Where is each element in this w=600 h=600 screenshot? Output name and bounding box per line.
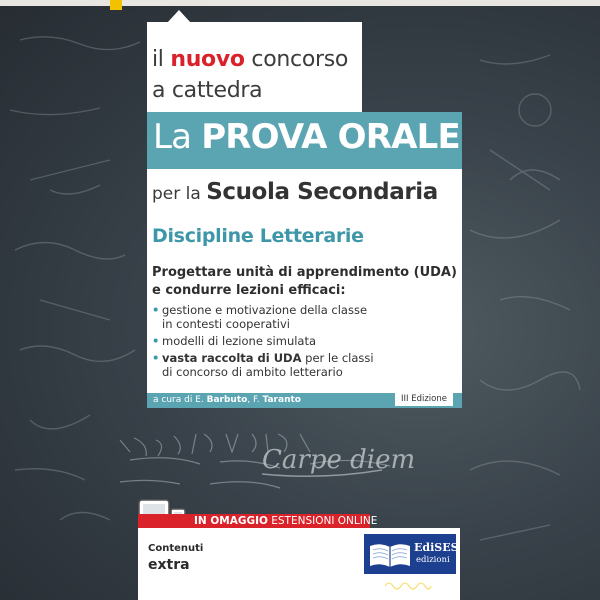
feature-list [152, 303, 457, 382]
extra-content-title: extra [148, 557, 190, 573]
series-prefix: il [152, 47, 171, 72]
authors-prefix: a cura di E. [153, 395, 207, 405]
author-1: Barbuto [206, 395, 248, 405]
publisher-logo [364, 534, 459, 574]
title-prefix: La [153, 117, 202, 157]
book-subtitle [152, 181, 438, 204]
promo-rest: ESTENSIONI ONLINE [267, 515, 378, 527]
top-strip [0, 0, 600, 6]
promo-label [194, 514, 377, 528]
bullet-icon: • [152, 351, 160, 365]
open-book-icon [368, 540, 412, 570]
series-name-line1 [152, 49, 348, 71]
feature-3-highlight: vasta raccolta di UDA [162, 351, 302, 365]
subtitle-prefix: per la [152, 184, 207, 204]
publisher-subtitle: edizioni [416, 555, 450, 565]
series-tab-notch [167, 10, 191, 23]
publisher-name: EdiSES [414, 541, 459, 554]
feature-3-line-2: di concorso di ambito letterario [162, 365, 343, 379]
subtitle-main: Scuola Secondaria [206, 179, 438, 205]
intro-text [152, 264, 457, 300]
series-name-line2: a cattedra [152, 78, 263, 103]
series-suffix: concorso [244, 47, 349, 72]
book-title [153, 117, 460, 157]
title-main: PROVA ORALE [201, 117, 460, 157]
chalk-handwriting: Carpe diem [262, 445, 416, 475]
feature-3-line-1 [162, 351, 457, 365]
corner-accent [110, 0, 122, 10]
feature-1-line-1: gestione e motivazione della classe [162, 303, 368, 317]
series-highlight: nuovo [170, 47, 245, 72]
feature-item [152, 351, 457, 379]
feature-item [152, 334, 457, 348]
feature-3-rest: per le classi [301, 351, 374, 365]
watermark-logo [383, 578, 433, 590]
extra-content-label: Contenuti [148, 543, 204, 554]
discipline-title: Discipline Letterarie [152, 225, 364, 247]
feature-item [152, 303, 457, 331]
author-2: Taranto [262, 395, 301, 405]
intro-line-2: e condurre lezioni efficaci: [152, 283, 346, 298]
bullet-icon: • [152, 334, 160, 348]
feature-1-line-2: in contesti cooperativi [162, 317, 290, 331]
edition-badge: III Edizione [395, 393, 453, 406]
feature-2: modelli di lezione simulata [162, 334, 317, 348]
authors [153, 395, 301, 406]
promo-highlight: IN OMAGGIO [194, 515, 268, 527]
bullet-icon: • [152, 303, 160, 317]
authors-separator: , F. [247, 395, 263, 405]
intro-line-1: Progettare unità di apprendimento (UDA) [152, 265, 457, 280]
